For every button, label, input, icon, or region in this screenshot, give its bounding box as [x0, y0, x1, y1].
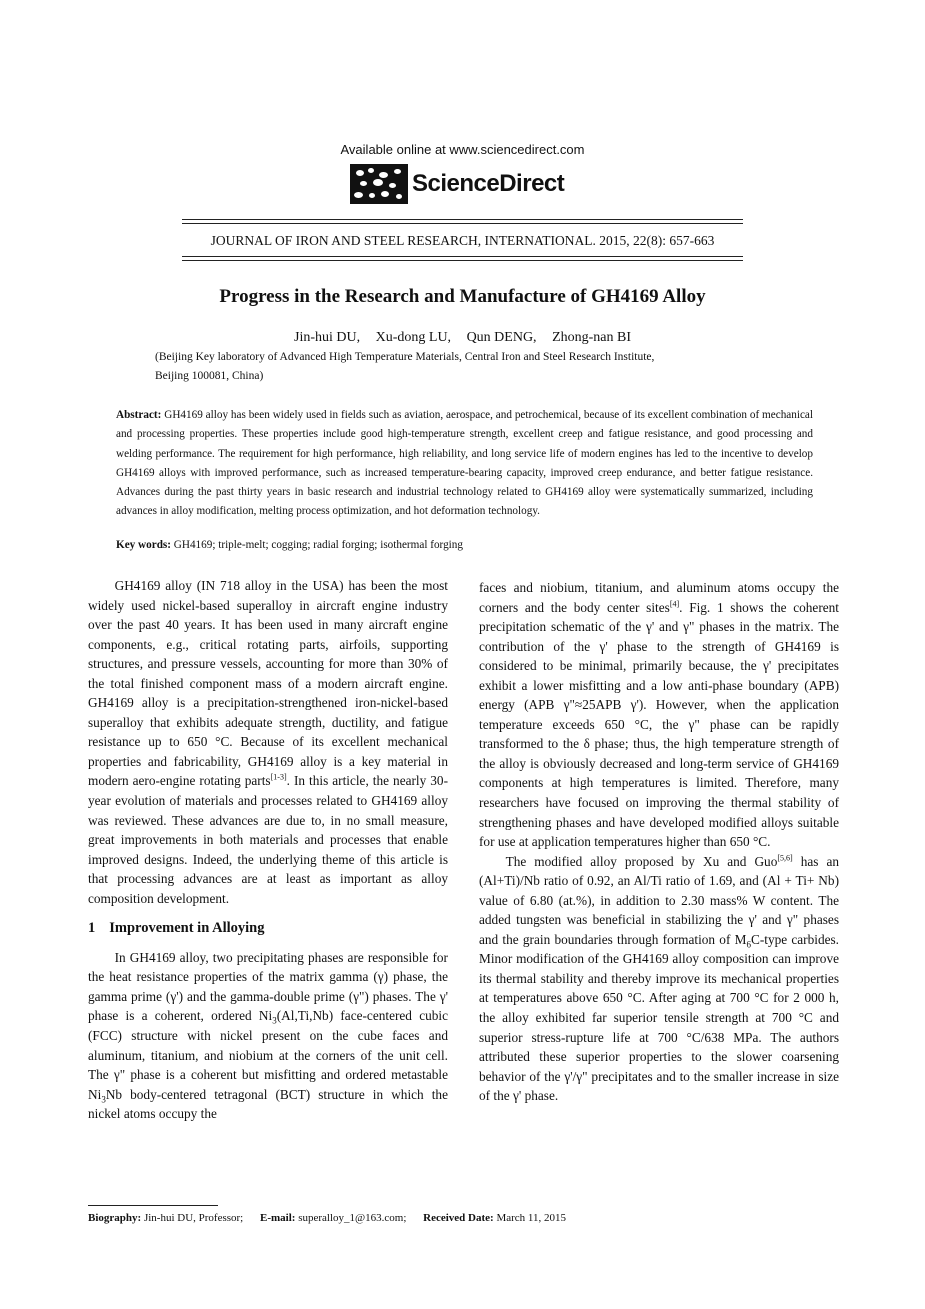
biography-text: Jin-hui DU, Professor; — [143, 1212, 244, 1224]
available-online-text: Available online at www.sciencedirect.com — [340, 142, 585, 157]
article-title: Progress in the Research and Manufacture of GH4169 Alloy — [219, 286, 706, 307]
header-rule-bottom — [182, 256, 743, 257]
sciencedirect-wordmark: ScienceDirect — [412, 170, 565, 197]
email-address[interactable]: superalloy_1@163.com; — [298, 1212, 407, 1224]
paragraph-phases: faces and niobium, titanium, and aluminum atoms occupy the corners and the body center sites[4]. Fig. 1 shows the coherent precipitation schematic of the γ' and γ" phases in the matrix. The contribution of the γ' phase to the strength of GH4169 is considered to be minimal, primarily because, the γ' precipitates exhibit a lower misfitting and a low anti-phase boundary (APB) energy (APB γ"≈25APB γ'). However, when the application temperature exceeds 650 °C, the γ" phase can be rapidly transformed to the δ phase; thus, the high temperature strength of the alloy is obviously decreased and long-term service of GH4169 components at high temperatures is limited. Therefore, many researchers have focused on improving the thermal stability of strengthening phases and have developed modified alloys suitable for use at application temperatures higher than 650 °C. — [479, 580, 839, 850]
header-rule-bottom-double — [182, 260, 743, 261]
email-label: E-mail: — [260, 1212, 296, 1224]
journal-citation: JOURNAL OF IRON AND STEEL RESEARCH, INTERNATIONAL. 2015, 22(8): 657-663 — [210, 233, 715, 248]
abstract-label: Abstract: — [116, 409, 162, 421]
affiliation-line: (Beijing Key laboratory of Advanced High Temperature Materials, Central Iron and Steel Research Institute, — [155, 351, 655, 363]
received-label: Received Date: — [423, 1212, 494, 1224]
section-heading — [88, 919, 448, 939]
author: Zhong-nan BI — [552, 330, 631, 345]
body-column-right — [479, 578, 839, 1106]
keywords — [116, 539, 813, 551]
affiliation — [155, 348, 775, 386]
sciencedirect-logo — [350, 163, 564, 205]
footnote-rule — [88, 1205, 218, 1206]
author: Xu-dong LU, — [375, 330, 452, 345]
received-date: March 11, 2015 — [496, 1212, 567, 1224]
abstract-text: GH4169 alloy has been widely used in fields such as aviation, aerospace, and petrochemical, because of its excellent combination of mechanical and processing properties. These properties include good high-temperature strength, excellent creep and fatigue resistance, and good processing and welding performance. The requirement for high performance, high reliability, and long service life of modern engines has led to the incentive to develop GH4169 alloys with improved performance, such as increased temperature-bearing capacity, improved creep endurance, and better fatigue resistance. Advances during the past thirty years in basic research and industrial technology related to GH4169 alloy were systematically summarized, including advances in alloy modification, melting process optimization, and hot deformation technology. — [116, 409, 813, 518]
paragraph-modified-alloy: The modified alloy proposed by Xu and Guo[5,6] has an (Al+Ti)/Nb ratio of 0.92, an Al/Ti ratio of 1.69, and (Al + Ti+ Nb) value of 6.80 (at.%), in addition to 2.30 mass% W content. The added tungsten was beneficial in stabilizing the γ' and γ" phases and the grain boundaries through formation of $M_6C$-type carbides. Minor modification of the GH4169 alloy composition can improve its thermal stability and thereby improve its mechanical properties at temperatures above 650 °C. After aging at 700 °C for 2 000 h, the alloy exhibited far superior tensile strength at 700 °C and superior stress-rupture life at 700 °C/638 MPa. The authors attributed these superior properties to the slower coarsening behavior of the γ'/γ" precipitates and to the smaller increase in size of the γ' phase. — [479, 853, 840, 1104]
sciencedirect-emblem-icon — [350, 164, 408, 204]
footnote — [88, 1212, 848, 1224]
abstract — [116, 406, 813, 522]
paragraph-alloying: In GH4169 alloy, two precipitating phases are responsible for the heat resistance properties of the matrix gamma (γ) phase, the gamma prime (γ') and the gamma-double prime (γ") phases. The γ' phase is a coherent, ordered $Ni_3(Al,Ti,Nb)$ face-centered cubic (FCC) structure with nickel present on the cube faces and aluminum, titanium, and niobium at the corners of the unit cell. The γ" phase is a coherent but misfitting and ordered metastable $Ni_3Nb$ body-centered tetragonal (BCT) structure in which the nickel atoms occupy the — [88, 949, 448, 1122]
header-rule-top-double — [182, 223, 743, 224]
citation-ref[interactable]: [4] — [669, 599, 680, 609]
author: Qun DENG, — [466, 330, 537, 345]
header-rule-top — [182, 219, 743, 220]
citation-ref[interactable]: [5,6] — [777, 853, 793, 863]
affiliation-line: Beijing 100081, China) — [155, 370, 264, 382]
keywords-text: GH4169; triple-melt; cogging; radial forging; isothermal forging — [173, 539, 463, 551]
keywords-label: Key words: — [116, 539, 171, 551]
section-number: 1 — [88, 920, 96, 937]
author-list — [0, 330, 925, 346]
citation-ref[interactable]: [1-3] — [270, 773, 287, 783]
body-column-left — [88, 576, 448, 1124]
paragraph-intro: GH4169 alloy (IN 718 alloy in the USA) has been the most widely used nickel-based superalloy in aircraft engine industry over the past 40 years. It has been used in many aircraft engine components, e.g., critical rotating parts, airfoils, supporting structures, and pressure vessels, accounting for more than 30% of the total finished component mass of a modern aircraft engine. GH4169 alloy is a precipitation-strengthened iron-nickel-based superalloy that exhibits adequate strength, ductility, and fatigue resistance up to 650 °C. Because of its excellent mechanical properties and fabricability, GH4169 alloy is a key material in modern aero-engine rotating parts[1-3]. In this article, the nearly 30-year evolution of materials and processes related to GH4169 alloy was reviewed. These advances are due to, in no small measure, great improvements in both materials and processes that enable improved designs. Indeed, the underlying theme of this article is that processing advances are at least as important as alloy composition development. — [88, 578, 449, 906]
section-title: Improvement in Alloying — [109, 920, 265, 937]
biography-label: Biography: — [88, 1212, 142, 1224]
author: Jin-hui DU, — [294, 330, 361, 345]
